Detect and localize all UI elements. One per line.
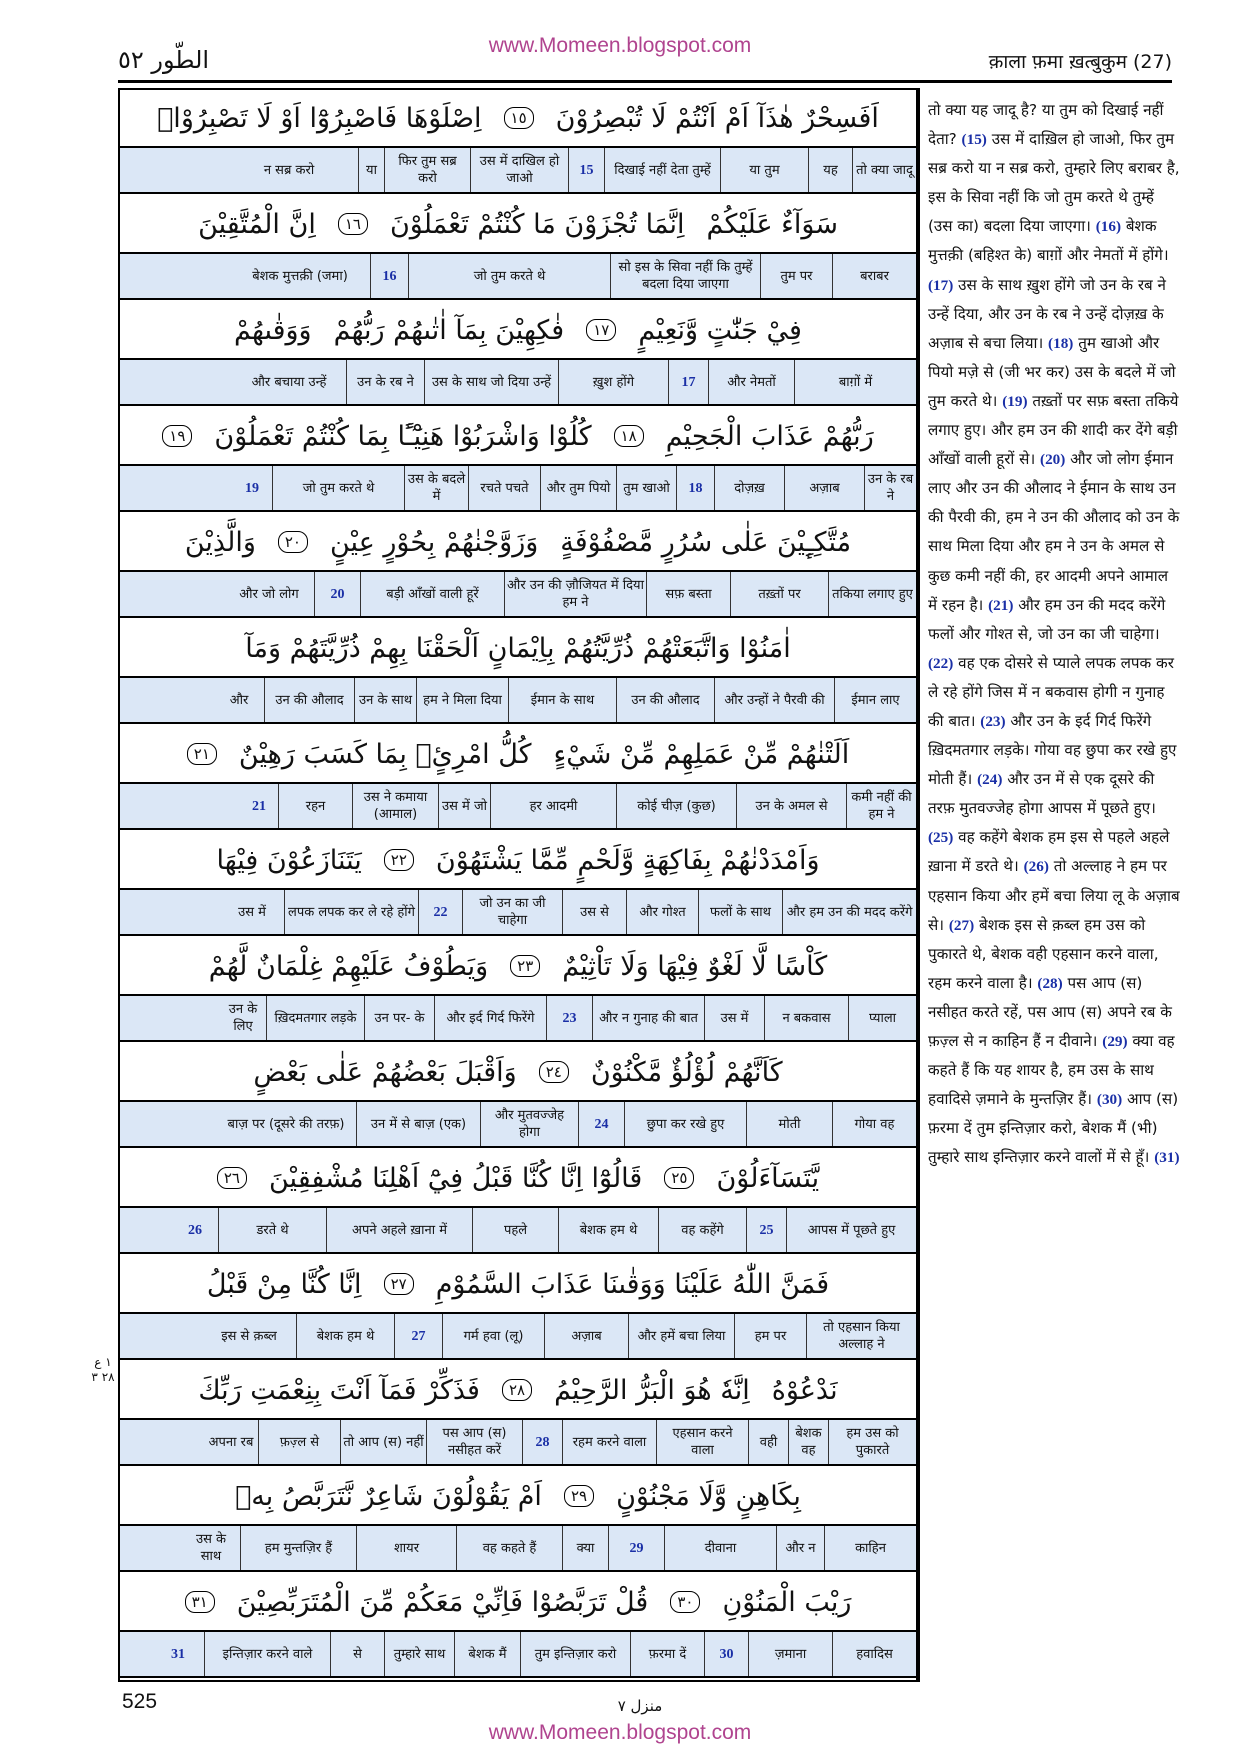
gloss-verse-number: 24 [578,1102,624,1146]
gloss-cell: रहन [278,784,352,828]
word-gloss-row [120,676,916,724]
gloss-cell: प्याला [848,996,916,1040]
translation-text: पस आप (स) नसीहत करते रहें, पस आप (स) अपने रब के फ़ज़्ल से न काहिन हैं न दीवाने। [928,973,1172,1050]
arabic-verse-line [120,1576,916,1628]
arabic-text: وَوَقٰىهُمْ [234,314,312,346]
ruku-mark: ١ ع ٢٨ ٣ [91,1355,115,1384]
gloss-cell: तकिया लगाए हुए [828,572,916,616]
arabic-text: سَوَآءٌ عَلَيْكُمْ [706,208,838,240]
gloss-cell: ज़माना [748,1632,832,1676]
gloss-cell: दीवाना [664,1526,776,1570]
arabic-verse-line [120,728,916,780]
site-url-bottom: www.Momeen.blogspot.com [488,1721,752,1744]
word-gloss-row [120,146,916,194]
arabic-verse-line [120,304,916,356]
translation-verse-number: (31) [1154,1149,1180,1167]
gloss-cell: बेशक मैं [454,1632,520,1676]
gloss-cell: उन पर- के [364,996,434,1040]
gloss-cell: उस में जो [438,784,490,828]
arabic-verse-line [120,1470,916,1522]
gloss-cell: और उन की ज़ौजियत में दिया हम ने [504,572,646,616]
translation-verse-number: (21) [988,596,1014,614]
gloss-cell: सो इस के सिवा नहीं कि तुम्हें बदला दिया जाएगा [610,254,760,298]
arabic-verse-line [120,92,916,144]
arabic-text: اِنَّهٗ هُوَ الْبَرُّ الرَّحِيْمُ [554,1374,750,1406]
gloss-cell: पस आप (स) नसीहत करें [426,1420,522,1464]
translation-verse-number: (23) [980,712,1006,730]
gloss-cell: बेशक वह [788,1420,828,1464]
word-gloss-row [120,1100,916,1148]
gloss-cell: गर्म हवा (लू) [442,1314,544,1358]
word-gloss-row [120,888,916,936]
arabic-text: اِصْلَوْهَا فَاصْبِرُوْٓا اَوْ لَا تَصْبِرُوْاۚ [157,102,482,134]
gloss-cell: और हम उन की मदद करेंगे [782,890,916,934]
word-gloss-row [120,1630,916,1678]
gloss-cell: शायर [356,1526,456,1570]
gloss-cell: न बकवास [764,996,848,1040]
gloss-cell: और हमें बचा लिया [628,1314,734,1358]
arabic-text: كَاْسًا لَّا لَغْوٌ فِيْهَا وَلَا تَاْثِيْمٌ [562,950,828,982]
arabic-verse-line [120,1258,916,1310]
translation-text: तख़्तों पर सफ़ बस्ता तकिये लगाए हुए। और हम उन की शादी कर देंगे बड़ी आँखों वाली हूरों से। [928,391,1179,469]
arabic-text: يَتَنَازَعُوْنَ فِيْهَا [216,844,362,876]
arabic-text: فَمَنَّ اللّٰهُ عَلَيْنَا وَوَقٰىنَا عَذَابَ السَّمُوْمِ [435,1268,830,1300]
gloss-cell: उन की औलाद [264,678,354,722]
gloss-cell: डरते थे [218,1208,326,1252]
gloss-verse-number: 17 [668,360,708,404]
gloss-cell: इन्तिज़ार करने वाले [204,1632,330,1676]
gloss-cell: तुम्हारे साथ [384,1632,454,1676]
verse-number-marker: ٢٣ [510,955,540,977]
gloss-cell: अपना रब [208,1434,254,1450]
word-gloss-row [120,782,916,830]
translation-verse-number: (25) [928,829,954,847]
arabic-text: وَيَطُوْفُ عَلَيْهِمْ غِلْمَانٌ لَّهُمْ [208,950,489,982]
gloss-verse-number: 16 [370,254,408,298]
translation-verse-number: (15) [961,131,987,149]
gloss-cell: ख़ुश होंगे [558,360,668,404]
gloss-cell: उन के साथ [354,678,416,722]
gloss-cell: बेशक हम थे [558,1208,658,1252]
gloss-cell: तो आप (स) नहीं [340,1420,426,1464]
translation-verse-number: (22) [928,654,954,672]
gloss-cell: हम पर [734,1314,806,1358]
verse-number-marker: ١٦ [338,213,368,235]
translation-text: तो क्या यह जादू है? या तुम को दिखाई नहीं देता? [928,101,1164,149]
gloss-cell: आपस में पूछते हुए [786,1208,916,1252]
arabic-verse-line [120,622,916,674]
arabic-text: اِنَّمَا تُجْزَوْنَ مَا كُنْتُمْ تَعْمَلُوْنَ [389,208,685,240]
translation-verse-number: (29) [1102,1033,1128,1050]
arabic-text: اٰمَنُوْا وَاتَّبَعَتْهُمْ ذُرِّيَّتُهُمْ بِاِيْمَانٍ اَلْحَقْنَا بِهِمْ ذُرِّيَّتَهُمْ وَمَآ [245,632,791,664]
arabic-text: يَّتَسَآءَلُوْنَ [716,1162,820,1194]
gloss-verse-number: 28 [522,1420,562,1464]
gloss-cell: और तुम पियो [540,466,616,510]
verse-number-marker: ٢١ [187,743,217,765]
gloss-cell: तख़्तों पर [730,572,828,616]
word-gloss-row [120,570,916,618]
gloss-verse-number: 19 [245,480,259,496]
verse-number-marker: ٢٤ [539,1061,569,1083]
gloss-cell: और इर्द गिर्द फिरेंगे [434,996,546,1040]
gloss-verse-number: 22 [418,890,462,934]
arabic-text: اِنَّا كُنَّا مِنْ قَبْلُ [206,1268,362,1300]
translation-text: तुम खाओ और पियो मज़े से (जी भर कर) उस के बदले में जो तुम करते थे। [928,333,1176,410]
gloss-cell: तुम खाओ [616,466,676,510]
translation-verse-number: (27) [948,916,975,934]
gloss-cell: और [229,692,249,708]
gloss-cell: उस ने कमाया (आमाल) [352,784,438,828]
gloss-cell: बाग़ों में [794,360,916,404]
translation-text: वह एक दोसरे से प्याले लपक लपक कर ले रहे होंगे जिस में न बकवास होगी न गुनाह की बात। [928,653,1174,730]
gloss-cell: क्या [562,1526,608,1570]
gloss-cell: तो क्या जादू [852,148,916,192]
arabic-text: اِنَّ الْمُتَّقِيْنَ [198,208,316,240]
gloss-cell: उस में [238,904,266,920]
translation-text: बेशक इस से क़ब्ल हम उस को पुकारते थे, बेशक वही एहसान करने वाला, रहम करने वाला है। [928,915,1159,992]
gloss-cell: और नेमतों [708,360,794,404]
gloss-cell: वह कहते हैं [456,1526,562,1570]
translation-text: और उन में से एक दूसरे की तरफ़ मुतवज्जेह होगा आपस में पूछते हुए। [928,770,1156,818]
arabic-verse-line [120,1152,916,1204]
verse-number-marker: ٣٠ [670,1591,700,1613]
gloss-cell: फिर तुम सब्र करो [384,148,470,192]
verse-number-marker: ١٧ [586,319,616,341]
translation-column [928,96,1180,1676]
gloss-verse-number: 15 [568,148,604,192]
translation-verse-number: (28) [1037,974,1063,992]
page-number: 525 [122,1690,158,1713]
site-url-top: www.Momeen.blogspot.com [488,34,752,57]
verse-number-marker: ٢٩ [564,1485,594,1507]
gloss-cell: दिखाई नहीं देता तुम्हें [604,148,720,192]
gloss-cell: बड़ी आँखों वाली हूरें [360,572,504,616]
gloss-verse-number: 27 [394,1314,442,1358]
translation-verse-number: (19) [1002,392,1028,410]
verse-number-marker: ٢٦ [217,1167,247,1189]
gloss-verse-number: 30 [704,1632,748,1676]
gloss-cell: वही [748,1420,788,1464]
gloss-verse-number: 20 [314,572,360,616]
translation-text: क्या वह कहते हैं कि यह शायर है, हम उस के साथ हवादिसे ज़माने के मुन्तज़िर हैं। [928,1032,1175,1109]
gloss-cell: और न गुनाह की बात [592,996,704,1040]
arabic-text: فَذَكِّرْ فَمَآ اَنْتَ بِنِعْمَتِ رَبِّكَ [198,1374,480,1406]
gloss-cell: ख़िदमतगार लड़के [266,996,364,1040]
verse-number-marker: ٢٥ [664,1167,694,1189]
gloss-cell: या तुम [720,148,808,192]
translation-text: उस में दाख़िल हो जाओ, फिर तुम सब्र करो या न सब्र करो, तुम्हारे लिए बराबर है, इस के सिवा नहीं कि जो तुम करते थे तुम्हें (उस का) बदला दिया जाएगा। [928,130,1180,236]
arabic-verse-line [120,940,916,992]
arabic-verse-line [120,1364,916,1416]
translation-text: आप (स) फ़रमा दें तुम इन्तिज़ार करो, बेशक मैं (भी) तुम्हारे साथ इन्तिज़ार करने वालों में से हूँ। [928,1090,1179,1167]
gloss-cell: तो एहसान किया अल्लाह ने [806,1314,916,1358]
gloss-verse-number: 21 [252,798,266,814]
translation-text: और जो लोग ईमान लाए और उन की औलाद ने ईमान के साथ उन की पैरवी की, हम ने उन की औलाद को उन के साथ मिला दिया और हम ने उन के अमल से कुछ कमी नहीं की, हर आदमी अपने आमाल में रहन है। [928,450,1180,614]
arabic-text: اَلَتْنٰهُمْ مِّنْ عَمَلِهِمْ مِّنْ شَيْءٍ [553,738,850,770]
verse-number-marker: ١٩ [162,425,192,447]
gloss-cell: पहले [472,1208,558,1252]
word-gloss-row [120,358,916,406]
gloss-cell: दोज़ख़ [714,466,784,510]
gloss-cell: बराबर [832,254,916,298]
verse-number-marker: ١٨ [614,425,644,447]
arabic-verse-line [120,834,916,886]
word-gloss-row [120,1206,916,1254]
arabic-text: رَبُّهُمْ عَذَابَ الْجَحِيْمِ [665,420,874,452]
gloss-cell: यह [808,148,852,192]
column-divider [918,88,920,1682]
gloss-cell: उस से [562,890,626,934]
gloss-cell: इस से क़ब्ल [221,1328,277,1344]
verse-table [118,88,918,1682]
gloss-cell: कोई चीज़ (कुछ) [616,784,736,828]
arabic-text: كَاَنَّهُمْ لُؤْلُؤٌ مَّكْنُوْنٌ [590,1056,783,1088]
gloss-cell: फलों के साथ [698,890,782,934]
gloss-cell: हम उस को पुकारते [828,1420,916,1464]
gloss-cell: ईमान के साथ [508,678,616,722]
arabic-text: كُلُوْا وَاشْرَبُوْا هَنِيْٓـًٔا بِمَا كُنْتُمْ تَعْمَلُوْنَ [214,420,592,452]
arabic-text: بِكَاهِنٍ وَّلَا مَجْنُوْنٍ [616,1480,801,1512]
gloss-cell: कमी नहीं की हम ने [846,784,916,828]
gloss-cell: उन में से बाज़ (एक) [356,1102,480,1146]
verse-number-marker: ٣١ [185,1591,215,1613]
gloss-verse-number: 26 [188,1222,202,1238]
arabic-text: وَاَمْدَدْنٰهُمْ بِفَاكِهَةٍ وَّلَحْمٍ مِّمَّا يَشْتَهُوْنَ [435,844,820,876]
arabic-text: قُلْ تَرَبَّصُوْا فَاِنِّيْ مَعَكُمْ مِّنَ الْمُتَرَبِّصِيْنَ [236,1586,649,1618]
gloss-cell: जो तुम करते थे [272,466,404,510]
gloss-cell: फ़ज़्ल से [258,1420,340,1464]
arabic-text: مُتَّكِـِٕيْنَ عَلٰى سُرُرٍ مَّصْفُوْفَةٍ [560,526,852,558]
para-title: क़ाला फ़मा ख़त्बुकुम (27) [988,51,1172,73]
arabic-text: اَمْ يَقُوْلُوْنَ شَاعِرٌ نَّتَرَبَّصُ بِهٖ [235,1480,542,1512]
arabic-text: اَفَسِحْرٌ هٰذَآ اَمْ اَنْتُمْ لَا تُبْصِرُوْنَ [555,102,879,134]
gloss-cell: उन के रब ने [864,466,916,510]
gloss-cell: और बचाया उन्हें [251,374,327,390]
gloss-cell: ईमान लाए [834,678,916,722]
arabic-verse-line [120,410,916,462]
gloss-cell: उस के बदले में [404,466,468,510]
gloss-cell: गोया वह [832,1102,916,1146]
gloss-cell: उस में [704,996,764,1040]
arabic-text: فٰكِهِيْنَ بِمَآ اٰتٰىهُمْ رَبُّهُمْ [333,314,565,346]
arabic-verse-line [120,1046,916,1098]
gloss-cell: एहसान करने वाला [656,1420,748,1464]
gloss-cell: उन के लिए [228,1002,258,1034]
gloss-cell: उन के अमल से [736,784,846,828]
arabic-verse-line [120,198,916,250]
gloss-cell: रहम करने वाला [562,1420,656,1464]
arabic-text: رَيْبَ الْمَنُوْنِ [722,1586,852,1618]
word-gloss-row [120,464,916,512]
gloss-cell: उस के साथ [195,1532,227,1564]
gloss-cell: और उन्हों ने पैरवी की [714,678,834,722]
manzil-label: منزل ٧ [617,1697,663,1715]
word-gloss-row [120,252,916,300]
translation-verse-number: (18) [1048,334,1074,352]
translation-verse-number: (17) [928,276,954,294]
gloss-cell: से [330,1632,384,1676]
gloss-cell: हवादिस [832,1632,916,1676]
verse-number-marker: ٢٨ [502,1379,532,1401]
gloss-cell: न सब्र करो [263,162,315,178]
header-rule [118,80,1172,83]
arabic-text: قَالُوْٓا اِنَّا كُنَّا قَبْلُ فِيْٓ اَهْلِنَا مُشْفِقِيْنَ [269,1162,643,1194]
translation-verse-number: (16) [1095,218,1122,236]
arabic-text: نَدْعُوْهُ [771,1374,838,1406]
gloss-cell: हम ने मिला दिया [416,678,508,722]
arabic-text: كُلُّ امْرِئٍۭ بِمَا كَسَبَ رَهِيْنٌ [238,738,532,770]
translation-verse-number: (20) [1040,451,1066,469]
arabic-verse-line [120,516,916,568]
gloss-cell: अज़ाब [784,466,864,510]
translation-text: उस के साथ ख़ुश होंगे जो उन के रब ने उन्हें दिया, और उन के रब ने उन्हें दोज़ख़ के अज़ाब से बचा लिया। [928,275,1166,352]
gloss-cell: काहिन [824,1526,916,1570]
gloss-verse-number: 29 [608,1526,664,1570]
translation-text: बेशक मुत्तक़ी (बहिश्त के) बाग़ों और नेमतों में होंगे। [928,217,1169,265]
verse-number-marker: ١٥ [504,107,534,129]
gloss-cell: और मुतवज्जेह होगा [480,1102,578,1146]
gloss-verse-number: 23 [546,996,592,1040]
gloss-cell: तुम इन्तिज़ार करो [520,1632,630,1676]
gloss-cell: लपक लपक कर ले रहे होंगे [284,890,418,934]
gloss-cell: बाज़ पर (दूसरे की तरफ़) [227,1116,345,1132]
arabic-text: وَاَقْبَلَ بَعْضُهُمْ عَلٰى بَعْضٍ [253,1056,517,1088]
translation-verse-number: (26) [1023,858,1049,876]
gloss-cell: जो उन का जी चाहेगा [462,890,562,934]
gloss-cell: तुम पर [760,254,832,298]
gloss-cell: अज़ाब [544,1314,628,1358]
gloss-cell: मोती [746,1102,832,1146]
gloss-cell: उस में दाखिल हो जाओ [470,148,568,192]
gloss-cell: सफ़ बस्ता [646,572,730,616]
gloss-cell: और न [776,1526,824,1570]
verse-number-marker: ٢٢ [384,849,414,871]
translation-text: वह कहेंगे बेशक हम इस से पहले अहले ख़ाना में डरते थे। [928,828,1170,876]
word-gloss-row [120,1312,916,1360]
gloss-cell: फ़रमा दें [630,1632,704,1676]
translation-text: तो अल्लाह ने हम पर एहसान किया और हमें बचा लिया लू के अज़ाब से। [928,857,1180,934]
gloss-cell: अपने अहले ख़ाना में [326,1208,472,1252]
translation-verse-number: (30) [1096,1091,1123,1109]
translation-text: और हम उन की मदद करेंगे फलों और गोश्त से, जो उन का जी चाहेगा। [928,595,1166,643]
gloss-cell: या [358,148,384,192]
gloss-cell: उन की औलाद [616,678,714,722]
word-gloss-row [120,994,916,1042]
gloss-verse-number: 18 [676,466,714,510]
verse-number-marker: ٢٧ [384,1273,414,1295]
gloss-verse-number: 31 [171,1646,185,1662]
translation-text: और उन के इर्द गिर्द फिरेंगे ख़िदमतगार लड़के। गोया वह छुपा कर रखे हुए मोती हैं। [928,711,1177,789]
gloss-cell: हम मुन्तज़िर हैं [240,1526,356,1570]
gloss-cell: छुपा कर रखे हुए [624,1102,746,1146]
arabic-text: وَزَوَّجْنٰهُمْ بِحُوْرٍ عِيْنٍ [330,526,539,558]
gloss-cell: जो तुम करते थे [408,254,610,298]
verse-number-marker: ٢٠ [278,531,308,553]
gloss-cell: बेशक हम थे [296,1314,394,1358]
gloss-verse-number: 25 [746,1208,786,1252]
arabic-text: وَالَّذِيْنَ [184,526,256,558]
word-gloss-row [120,1418,916,1466]
gloss-cell: बेशक मुत्तक़ी (जमा) [252,268,348,284]
gloss-cell: उस के साथ जो दिया उन्हें [424,360,558,404]
gloss-cell: और जो लोग [239,586,299,602]
gloss-cell: और गोश्त [626,890,698,934]
gloss-cell: उन के रब ने [346,360,424,404]
gloss-cell: हर आदमी [490,784,616,828]
gloss-cell: वह कहेंगे [658,1208,746,1252]
gloss-cell: रचते पचते [468,466,540,510]
word-gloss-row [120,1524,916,1572]
translation-verse-number: (24) [977,771,1003,789]
arabic-text: فِيْ جَنّٰتٍ وَّنَعِيْمٍ [638,314,802,346]
surah-name: الطّور ٥٢ [118,46,210,74]
